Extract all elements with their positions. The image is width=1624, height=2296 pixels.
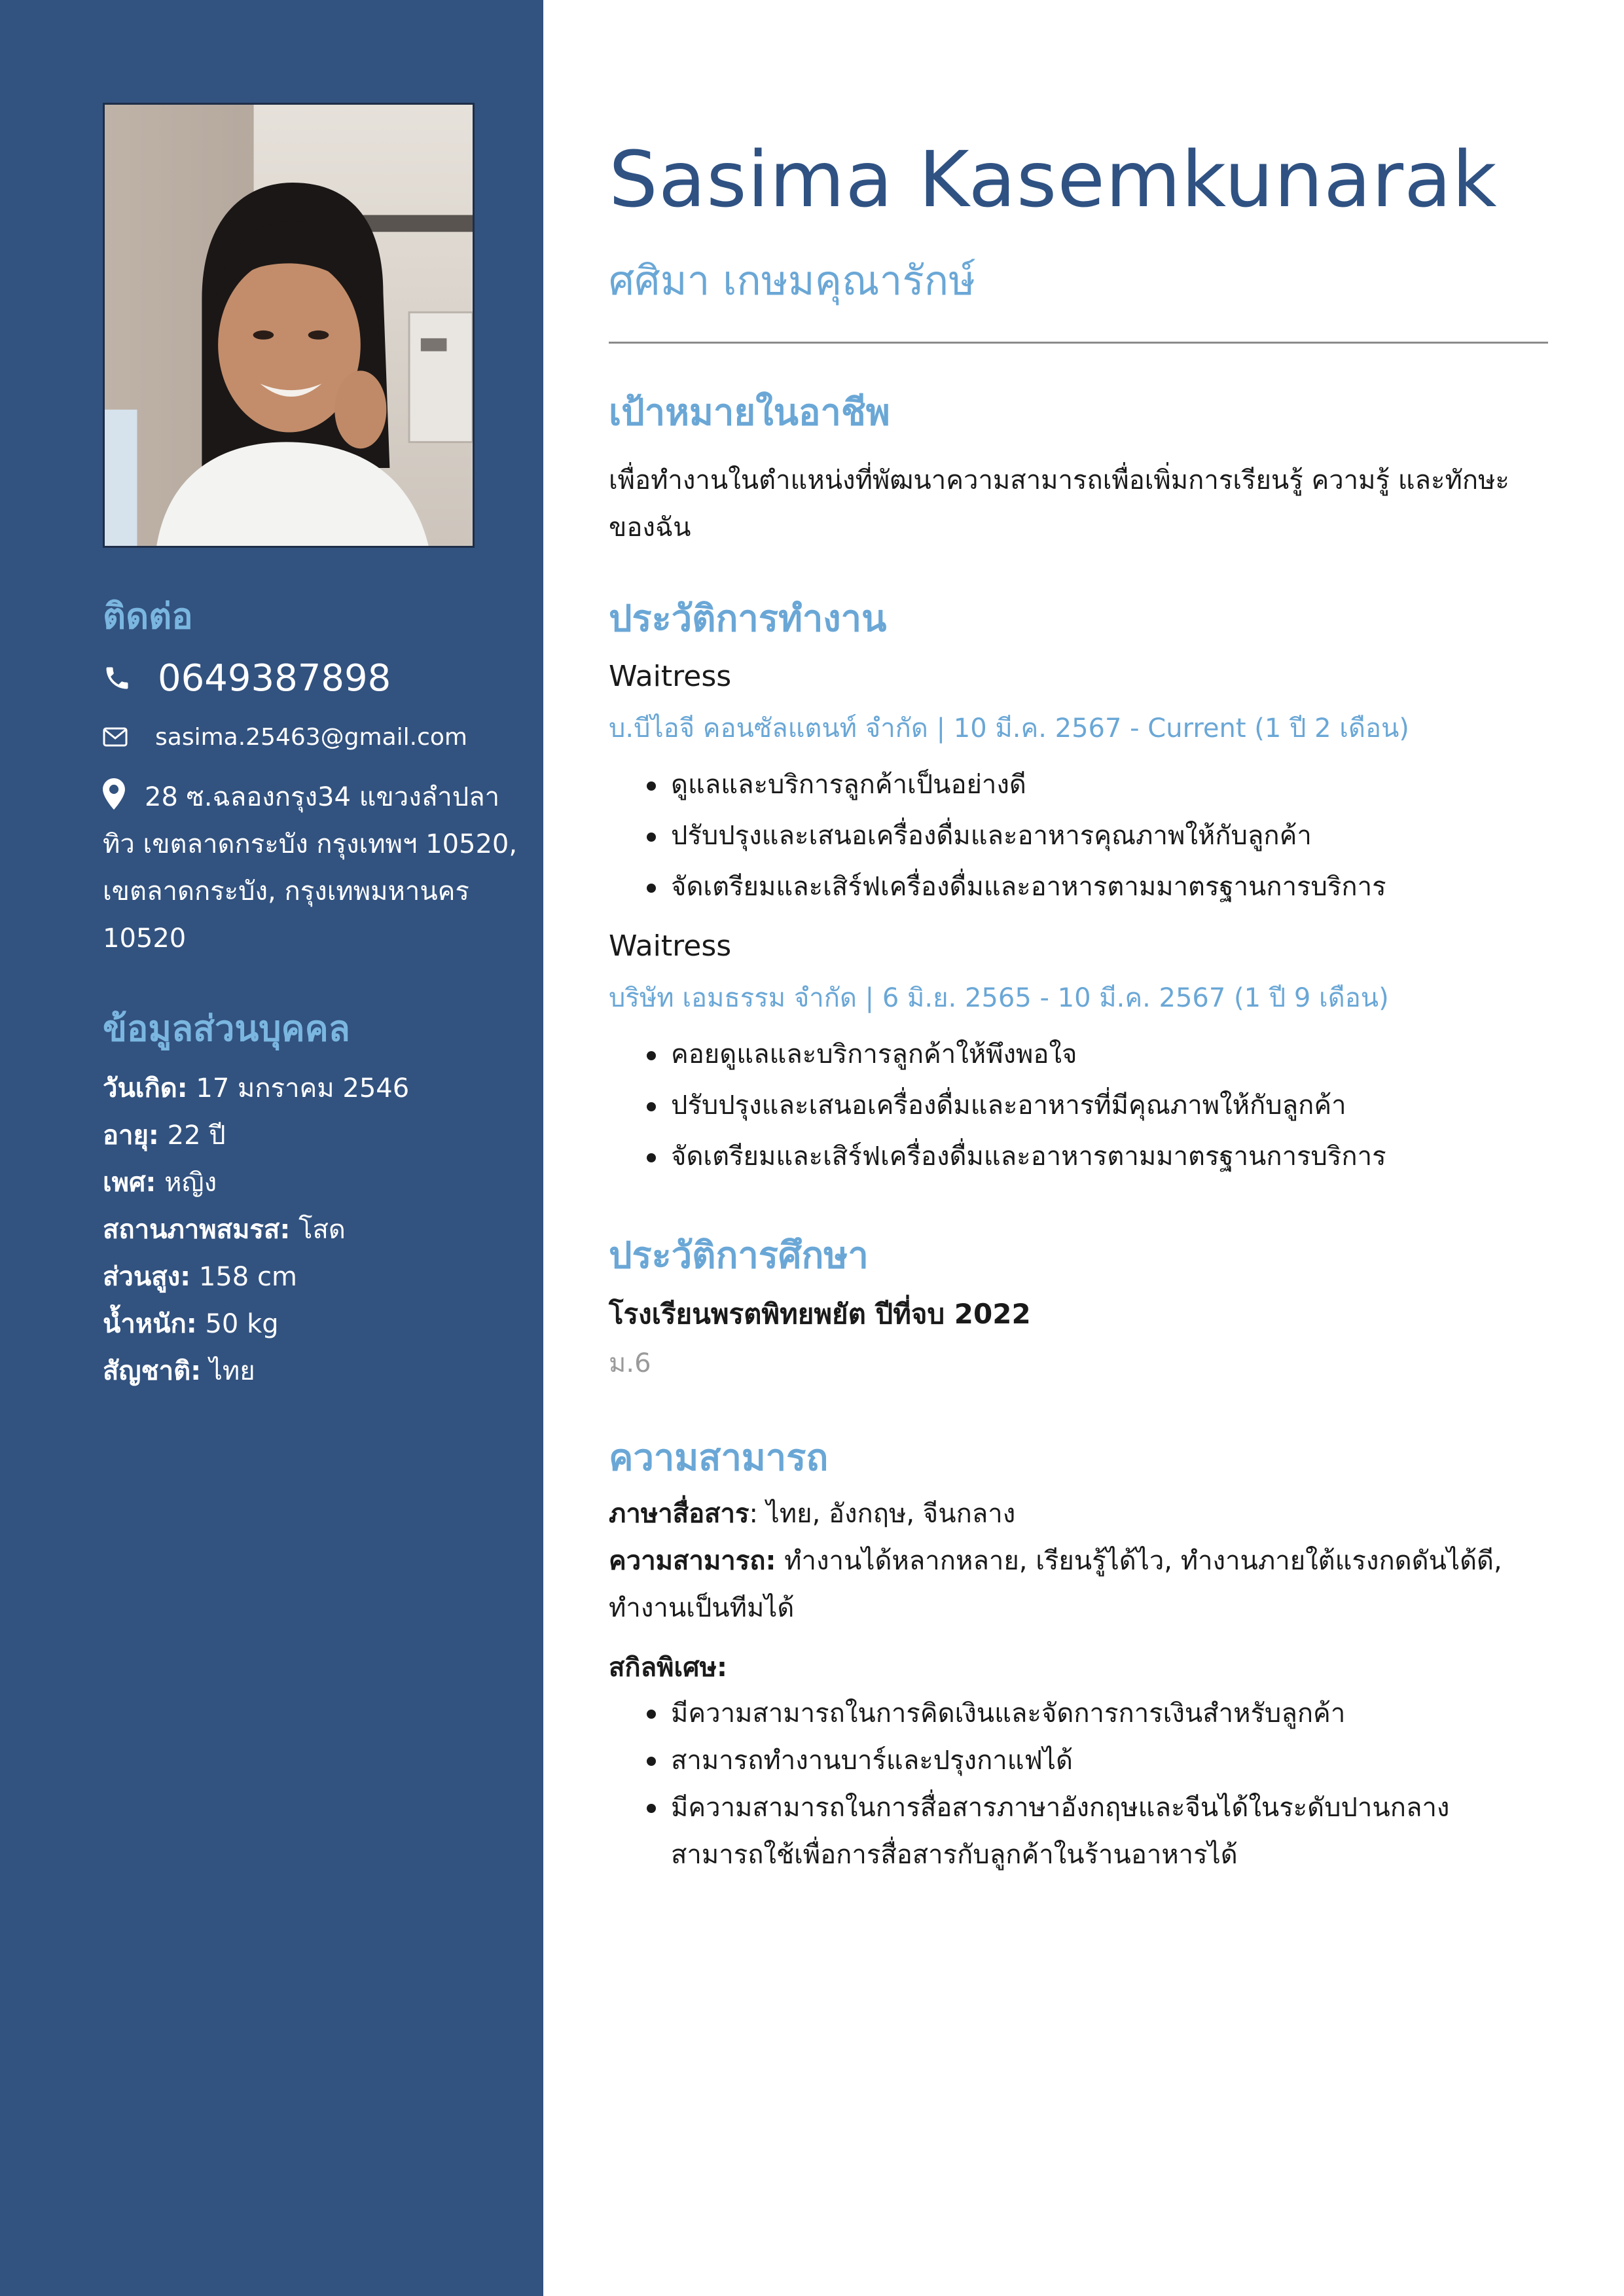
languages-label: ภาษาสื่อสาร bbox=[609, 1499, 749, 1529]
personal-birthdate bbox=[103, 1065, 522, 1112]
job-duties-list bbox=[609, 759, 1538, 912]
personal-info-list bbox=[103, 1065, 522, 1395]
phone-number: 0649387898 bbox=[158, 656, 391, 700]
abilities-value: ทำงานได้หลากหลาย, เรียนรู้ได้ไว, ทำงานภายใต้แรงกดดันได้ดี, ทำงานเป็นทีมได้ bbox=[609, 1546, 1502, 1623]
weight-label: น้ำหนัก: bbox=[103, 1309, 197, 1339]
age-label: อายุ: bbox=[103, 1121, 159, 1151]
height-label: ส่วนสูง: bbox=[103, 1262, 191, 1292]
job-title: Waitress bbox=[609, 660, 732, 693]
gender-label: เพศ: bbox=[103, 1168, 156, 1198]
age-value: 22 ปี bbox=[158, 1121, 226, 1151]
work-history-heading: ประวัติการทำงาน bbox=[609, 598, 887, 640]
education-school: โรงเรียนพรตพิทยพยัต ปีที่จบ 2022 bbox=[609, 1298, 1031, 1330]
abilities-label: ความสามารถ: bbox=[609, 1546, 776, 1576]
marital-status-value: โสด bbox=[290, 1215, 346, 1245]
job-company-dates: บ.บีไอจี คอนซัลแตนท์ จำกัด | 10 มี.ค. 2567 - Current (1 ปี 2 เดือน) bbox=[609, 713, 1409, 744]
email-row bbox=[103, 720, 467, 754]
birthdate-label: วันเกิด: bbox=[103, 1073, 188, 1103]
list-item: จัดเตรียมและเสิร์ฟเครื่องดื่มและอาหารตามมาตรฐานการบริการ bbox=[609, 861, 1538, 912]
personal-weight bbox=[103, 1300, 522, 1348]
envelope-icon bbox=[103, 727, 128, 747]
objective-heading: เป้าหมายในอาชีพ bbox=[609, 391, 890, 434]
email-address: sasima.25463@gmail.com bbox=[155, 723, 467, 751]
personal-nationality bbox=[103, 1348, 522, 1395]
list-item: คอยดูแลและบริการลูกค้าให้พึงพอใจ bbox=[609, 1029, 1538, 1080]
special-skills-list bbox=[609, 1690, 1538, 1878]
weight-value: 50 kg bbox=[196, 1309, 279, 1339]
full-name: Sasima Kasemkunarak bbox=[609, 134, 1498, 224]
personal-age bbox=[103, 1112, 522, 1159]
skills-heading: ความสามารถ bbox=[609, 1437, 829, 1479]
profile-photo bbox=[103, 103, 475, 548]
thai-name: ศศิมา เกษมคุณารักษ์ bbox=[609, 257, 976, 304]
contact-heading: ติดต่อ bbox=[103, 596, 193, 637]
nationality-label: สัญชาติ: bbox=[103, 1356, 202, 1386]
list-item: ปรับปรุงและเสนอเครื่องดื่มและอาหารคุณภาพให้กับลูกค้า bbox=[609, 810, 1538, 861]
objective-text: เพื่อทำงานในตำแหน่งที่พัฒนาความสามารถเพื่อเพิ่มการเรียนรู้ ความรู้ และทักษะของฉัน bbox=[609, 465, 1509, 543]
phone-row bbox=[103, 655, 391, 702]
list-item: มีความสามารถในการคิดเงินและจัดการการเงินสำหรับลูกค้า bbox=[609, 1690, 1538, 1737]
languages-row bbox=[609, 1490, 1538, 1537]
personal-info-heading: ข้อมูลส่วนบุคคล bbox=[103, 1008, 350, 1049]
personal-height bbox=[103, 1253, 522, 1300]
job-duties-list bbox=[609, 1029, 1538, 1182]
list-item: ดูแลและบริการลูกค้าเป็นอย่างดี bbox=[609, 759, 1538, 810]
nationality-value: ไทย bbox=[201, 1356, 255, 1386]
personal-marital-status bbox=[103, 1206, 522, 1253]
address-text: 28 ซ.ฉลองกรุง34 แขวงลำปลาทิว เขตลาดกระบัง กรุงเทพฯ 10520, เขตลาดกระบัง, กรุงเทพมหานคร 10520 bbox=[103, 782, 518, 954]
abilities-row bbox=[609, 1537, 1538, 1632]
list-item: มีความสามารถในการสื่อสารภาษาอังกฤษและจีนได้ในระดับปานกลาง สามารถใช้เพื่อการสื่อสารกับลูกค้าในร้านอาหารได้ bbox=[609, 1784, 1538, 1878]
languages-value: : ไทย, อังกฤษ, จีนกลาง bbox=[749, 1499, 1016, 1529]
skills-summary bbox=[609, 1490, 1538, 1632]
list-item: ปรับปรุงและเสนอเครื่องดื่มและอาหารที่มีคุณภาพให้กับลูกค้า bbox=[609, 1080, 1538, 1131]
birthdate-value: 17 มกราคม 2546 bbox=[187, 1073, 410, 1103]
height-value: 158 cm bbox=[190, 1262, 297, 1292]
job-title: Waitress bbox=[609, 929, 732, 963]
map-pin-icon bbox=[103, 778, 125, 810]
gender-value: หญิง bbox=[156, 1168, 217, 1198]
list-item: สามารถทำงานบาร์และปรุงกาแฟได้ bbox=[609, 1737, 1538, 1784]
phone-icon bbox=[103, 664, 132, 692]
address bbox=[103, 774, 522, 962]
education-level: ม.6 bbox=[609, 1348, 651, 1378]
header-divider bbox=[609, 342, 1548, 344]
profile-photo-image bbox=[105, 105, 473, 546]
education-heading: ประวัติการศึกษา bbox=[609, 1234, 869, 1277]
sidebar bbox=[0, 0, 543, 2296]
marital-status-label: สถานภาพสมรส: bbox=[103, 1215, 291, 1245]
personal-gender bbox=[103, 1159, 522, 1206]
job-company-dates: บริษัท เอมธรรม จำกัด | 6 มิ.ย. 2565 - 10 มี.ค. 2567 (1 ปี 9 เดือน) bbox=[609, 983, 1389, 1013]
list-item: จัดเตรียมและเสิร์ฟเครื่องดื่มและอาหารตามมาตรฐานการบริการ bbox=[609, 1131, 1538, 1182]
special-skills-label: สกิลพิเศษ: bbox=[609, 1653, 727, 1683]
